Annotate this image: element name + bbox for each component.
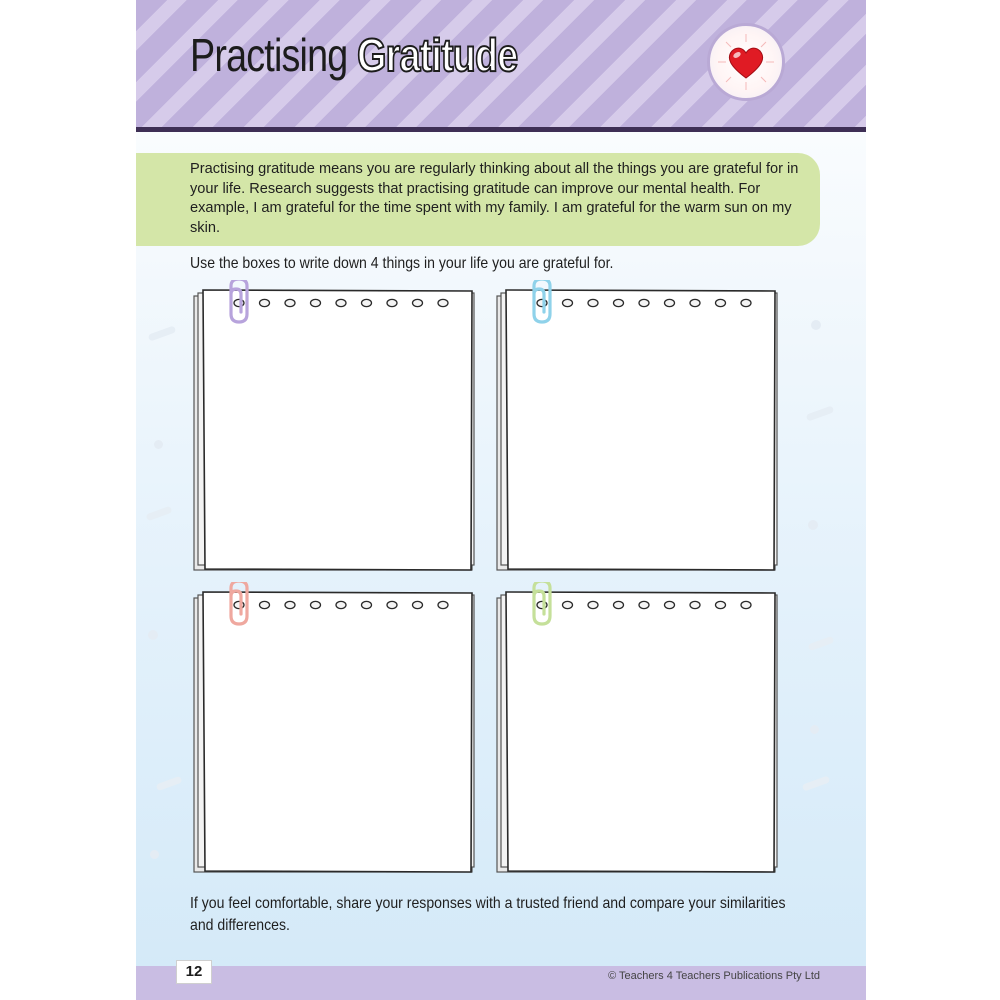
page-title [190,28,517,82]
spiral-hole [311,299,321,306]
confetti-decoration [802,775,831,791]
confetti-decoration [808,520,818,530]
spiral-hole [614,299,624,306]
notepad-page [203,592,472,872]
spiral-hole [336,299,346,306]
spiral-hole [438,601,448,608]
instruction-text: Use the boxes to write down 4 things in your life you are grateful for. [190,255,614,272]
confetti-decoration [808,636,835,651]
spiral-hole [413,299,423,306]
spiral-hole [741,601,751,608]
closing-instruction: If you feel comfortable, share your responses with a trusted friend and compare your similarities and differences. [190,895,786,934]
spiral-hole [260,601,270,608]
confetti-decoration [148,325,177,341]
spiral-hole [311,601,321,608]
spiral-hole [614,601,624,608]
confetti-decoration [811,320,821,330]
confetti-decoration [156,776,183,791]
confetti-decoration [146,506,173,521]
confetti-decoration [150,850,159,859]
header-divider [136,127,866,132]
spiral-hole [387,601,397,608]
confetti-decoration [148,630,158,640]
gratitude-box-2[interactable] [494,280,782,574]
spiral-hole [362,299,372,306]
worksheet-page [136,0,866,1000]
heart-icon [707,23,785,101]
spiral-hole [387,299,397,306]
spiral-hole [413,601,423,608]
spiral-hole [639,299,649,306]
notepad-page [506,592,775,872]
notepad-page [203,290,472,570]
spiral-hole [639,601,649,608]
spiral-hole [716,299,726,306]
spiral-hole [362,601,372,608]
confetti-decoration [154,440,163,449]
title-outlined: Gratitude [357,29,518,81]
title-plain: Practising [190,29,348,81]
notepad-page [506,290,775,570]
intro-text: Practising gratitude means you are regularly thinking about all the things you are grateful for in your life. Research suggests that practising gratitude can improve our mental health. For example, I am grateful for the time spent with my family. I am grateful for the warm sun on my skin. [190,161,799,236]
gratitude-box-3[interactable] [191,582,479,876]
page-number: 12 [176,960,212,984]
spiral-hole [260,299,270,306]
spiral-hole [690,601,700,608]
spiral-hole [336,601,346,608]
copyright-text: © Teachers 4 Teachers Publications Pty Ltd [608,970,820,982]
gratitude-box-4[interactable] [494,582,782,876]
spiral-hole [588,299,598,306]
confetti-decoration [810,725,819,734]
spiral-hole [690,299,700,306]
gratitude-box-1[interactable] [191,280,479,574]
spiral-hole [563,601,573,608]
spiral-hole [588,601,598,608]
spiral-hole [438,299,448,306]
spiral-hole [285,299,295,306]
spiral-hole [563,299,573,306]
spiral-hole [741,299,751,306]
confetti-decoration [806,405,835,421]
spiral-hole [716,601,726,608]
spiral-hole [285,601,295,608]
spiral-hole [665,299,675,306]
spiral-hole [665,601,675,608]
